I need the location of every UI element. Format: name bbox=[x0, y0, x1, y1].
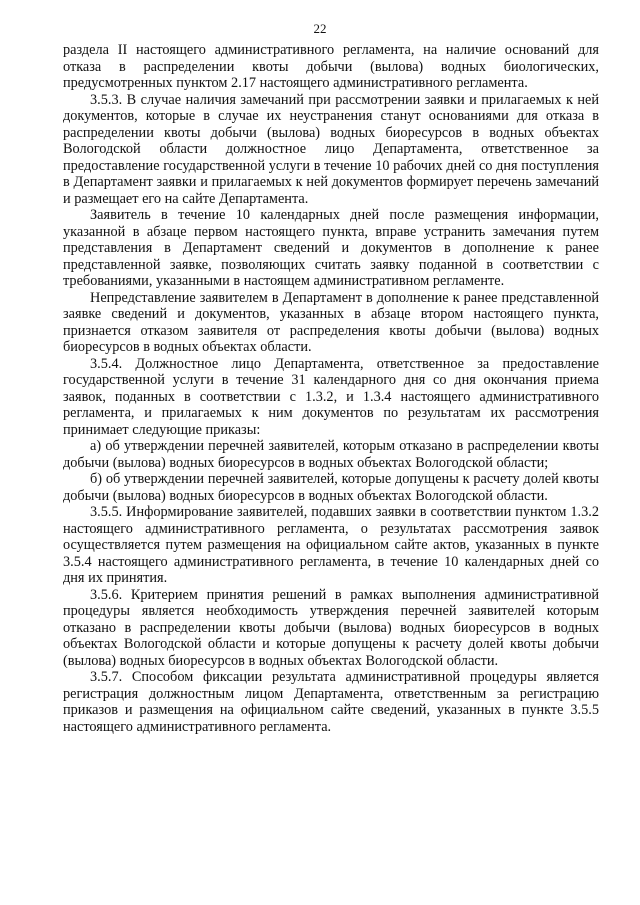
paragraph-3-5-6: 3.5.6. Критерием принятия решений в рамках выполнения административной процедуры является необходимость утверждения перечней заявителей которым отказано в распределении квоты добычи (вылова) водных биоресурсов в водных объектах Вологодской области и которые допущены к расчету долей квоты добычи (вылова) водных биоресурсов в водных объектах Вологодской области. bbox=[63, 586, 599, 669]
paragraph-3-5-3: 3.5.3. В случае наличия замечаний при рассмотрении заявки и прилагаемых к ней документов, которые в случае их неустранения станут основаниями для отказа в распределении квоты добычи (вылова) водных биоресурсов в водных объектах Вологодской области должностное лицо Департамента, ответственное за предоставление государственной услуги в течение 10 рабочих дней со дня поступления в Департамент заявки и прилагаемых к ней документов формирует перечень замечаний и размещает его на сайте Департамента. bbox=[63, 91, 599, 207]
paragraph-3-5-5: 3.5.5. Информирование заявителей, подавших заявки в соответствии пунктом 1.3.2 настоящего административного регламента, о результатах рассмотрения заявок осуществляется путем размещения на официальном сайте актов, указанных в пункте 3.5.4 настоящего административного регламента, в течение 10 календарных дней со дня их принятия. bbox=[63, 504, 599, 586]
paragraph-3-5-4: 3.5.4. Должностное лицо Департамента, ответственное за предоставление государственной услуги в течение 31 календарного дня со дня окончания приема заявок, поданных в соответствии с 1.3.2, и 1.3.4 настоящего административного регламента, и прилагаемых к ним документов по результатам их рассмотрения принимает следующие приказы: bbox=[63, 355, 599, 438]
paragraph-non-submission: Непредставление заявителем в Департамент в дополнение к ранее представленной заявке сведений и документов, указанных в абзаце втором настоящего пункта, признается отказом заявителя от распределения квоты добычи (вылова) водных биоресурсов в водных объектах области. bbox=[63, 289, 599, 355]
paragraph-applicant-correction: Заявитель в течение 10 календарных дней после размещения информации, указанной в абзаце первом настоящего пункта, вправе устранить замечания путем представления в Департамент сведений и документов в дополнение к ранее представленной заявке, позволяющих считать заявку поданной в соответствии с требованиями, указанными в настоящем административном регламенте. bbox=[63, 207, 599, 289]
paragraph-3-5-7: 3.5.7. Способом фиксации результата административной процедуры является регистрация должностным лицом Департамента, ответственным за регистрацию приказов и размещения на официальном сайте сведений, указанных в пункте 3.5.5 настоящего административного регламента. bbox=[63, 669, 599, 735]
list-item-a: а) об утверждении перечней заявителей, которым отказано в распределении квоты добычи (вылова) водных биоресурсов в водных объектах Вологодской области; bbox=[63, 438, 599, 471]
list-item-b: б) об утверждении перечней заявителей, которые допущены к расчету долей квоты добычи (вылова) водных биоресурсов в водных объектах Вологодской области. bbox=[63, 471, 599, 504]
paragraph-continuation: раздела II настоящего административного регламента, на наличие оснований для отказа в распределении квоты добычи (вылова) водных биологических, предусмотренных пунктом 2.17 настоящего административного регламента. bbox=[63, 42, 599, 91]
page-number: 22 bbox=[313, 21, 327, 36]
document-body bbox=[63, 42, 599, 735]
